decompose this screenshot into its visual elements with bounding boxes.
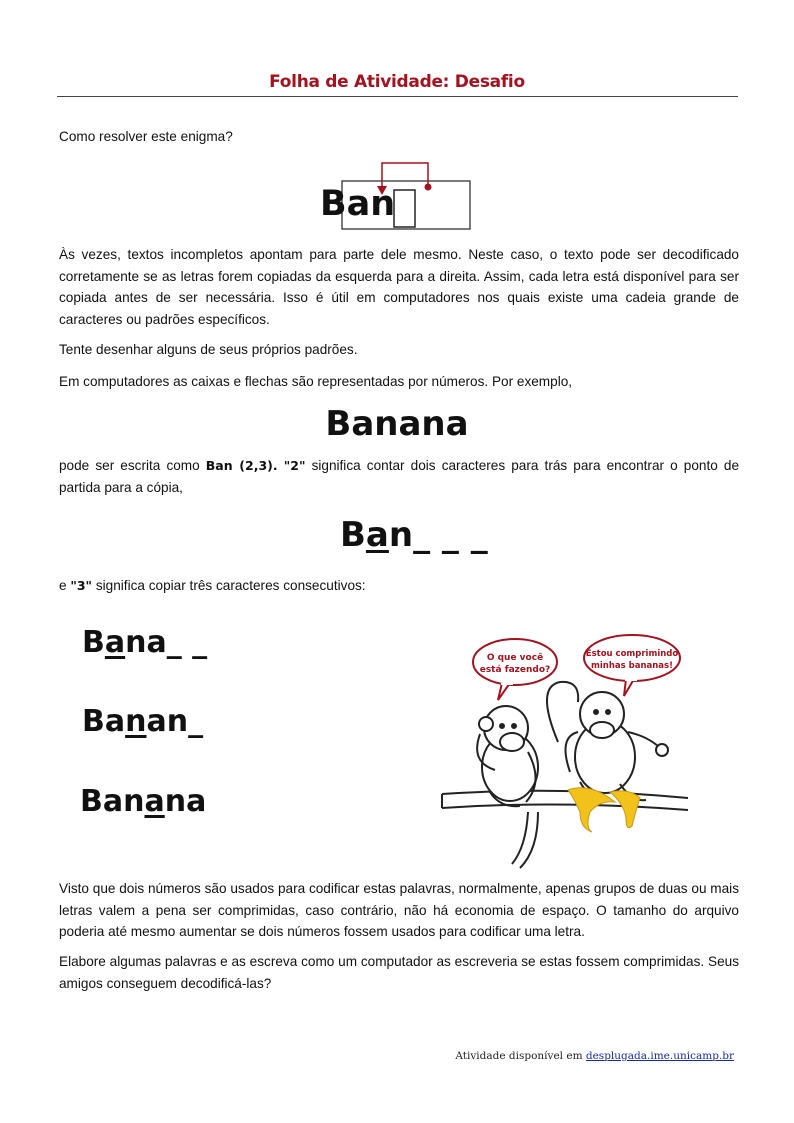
footer-link[interactable]: desplugada.ime.unicamp.br [585,1050,734,1062]
monkey-right [547,682,668,800]
step-part: na [125,625,167,660]
bubble-right-line1: Estou comprimindo [585,649,679,659]
intro-text: Como resolver este enigma? [59,129,233,144]
step-one [82,625,207,660]
sentence-three-prefix: e [59,578,71,593]
example-word: Banana [325,404,469,444]
speech-bubble-right [584,635,680,696]
monkeys-illustration [440,632,690,872]
footer-prefix: Atividade disponível em [455,1050,586,1062]
monkey-left [477,706,538,868]
step-part: na [164,784,207,819]
step-blanks: _ _ [166,625,208,660]
page-title: Folha de Atividade: Desafio [269,72,525,92]
banana-icon [568,788,640,832]
paragraph-2: Tente desenhar alguns de seus próprios padrões. [59,342,358,357]
step-zero [340,515,488,555]
paragraph-3: Em computadores as caixas e flechas são representadas por números. Por exemplo, [59,374,573,389]
step-part: Ba [82,704,126,739]
step-part: an [146,704,189,739]
code-sentence [59,455,739,498]
step-zero-part: B [340,515,366,555]
bubble-right-line2: minhas bananas! [591,661,673,671]
number-three: "3" [70,578,93,593]
step-zero-blanks: _ _ _ [413,515,488,555]
step-pointer: a [144,784,165,819]
step-part: Ban [80,784,145,819]
title-divider [57,96,738,97]
footer [455,1050,734,1062]
sentence-three-suffix: significa copiar três caracteres consecutivos: [92,578,366,593]
speech-bubble-left [473,639,557,700]
step-blanks: _ [188,704,204,739]
paragraph-5: Elabore algumas palavras e as escreva como um computador as escreveria se estas fossem comprimidas. Seus amigos conseguem decodificá-las? [59,954,739,991]
code-example: Ban (2,3). [205,458,278,473]
bubble-left-line2: está fazendo? [479,665,551,675]
puzzle-text: Ban [320,184,396,224]
number-two: "2" [283,458,306,473]
code-sentence-prefix: pode ser escrita como [59,458,206,473]
code-sentence-suffix: significa contar dois caracteres para trás para encontrar o ponto de partida para a cópia, [59,458,740,495]
step-zero-part: n [388,515,414,555]
bubble-left-line1: O que você [486,653,544,663]
step-pointer: a [104,625,126,660]
step-part: B [82,625,105,660]
paragraph-4: Visto que dois números são usados para codificar estas palavras, normalmente, apenas grupos de duas ou mais letras valem a pena ser comprimidas, caso contrário, não há economia de espaço. O tamanho do arquivo poderia até mesmo aumentar se dois números fossem usados para codificar uma letra. [59,881,739,939]
step-three [80,784,206,819]
step-zero-pointer: a [365,515,389,555]
puzzle-figure [318,160,478,235]
sentence-three [59,575,739,597]
step-two [82,704,203,739]
step-pointer: n [125,704,147,739]
paragraph-1: Às vezes, textos incompletos apontam para parte dele mesmo. Neste caso, o texto pode ser decodificado corretamente se as letras forem copiadas da esquerda para a direita. Assim, cada letra está disponível para ser copiada antes de ser necessária. Isso é útil em computadores nos quais existe uma cadeia grande de caracteres ou padrões específicos. [59,247,739,327]
